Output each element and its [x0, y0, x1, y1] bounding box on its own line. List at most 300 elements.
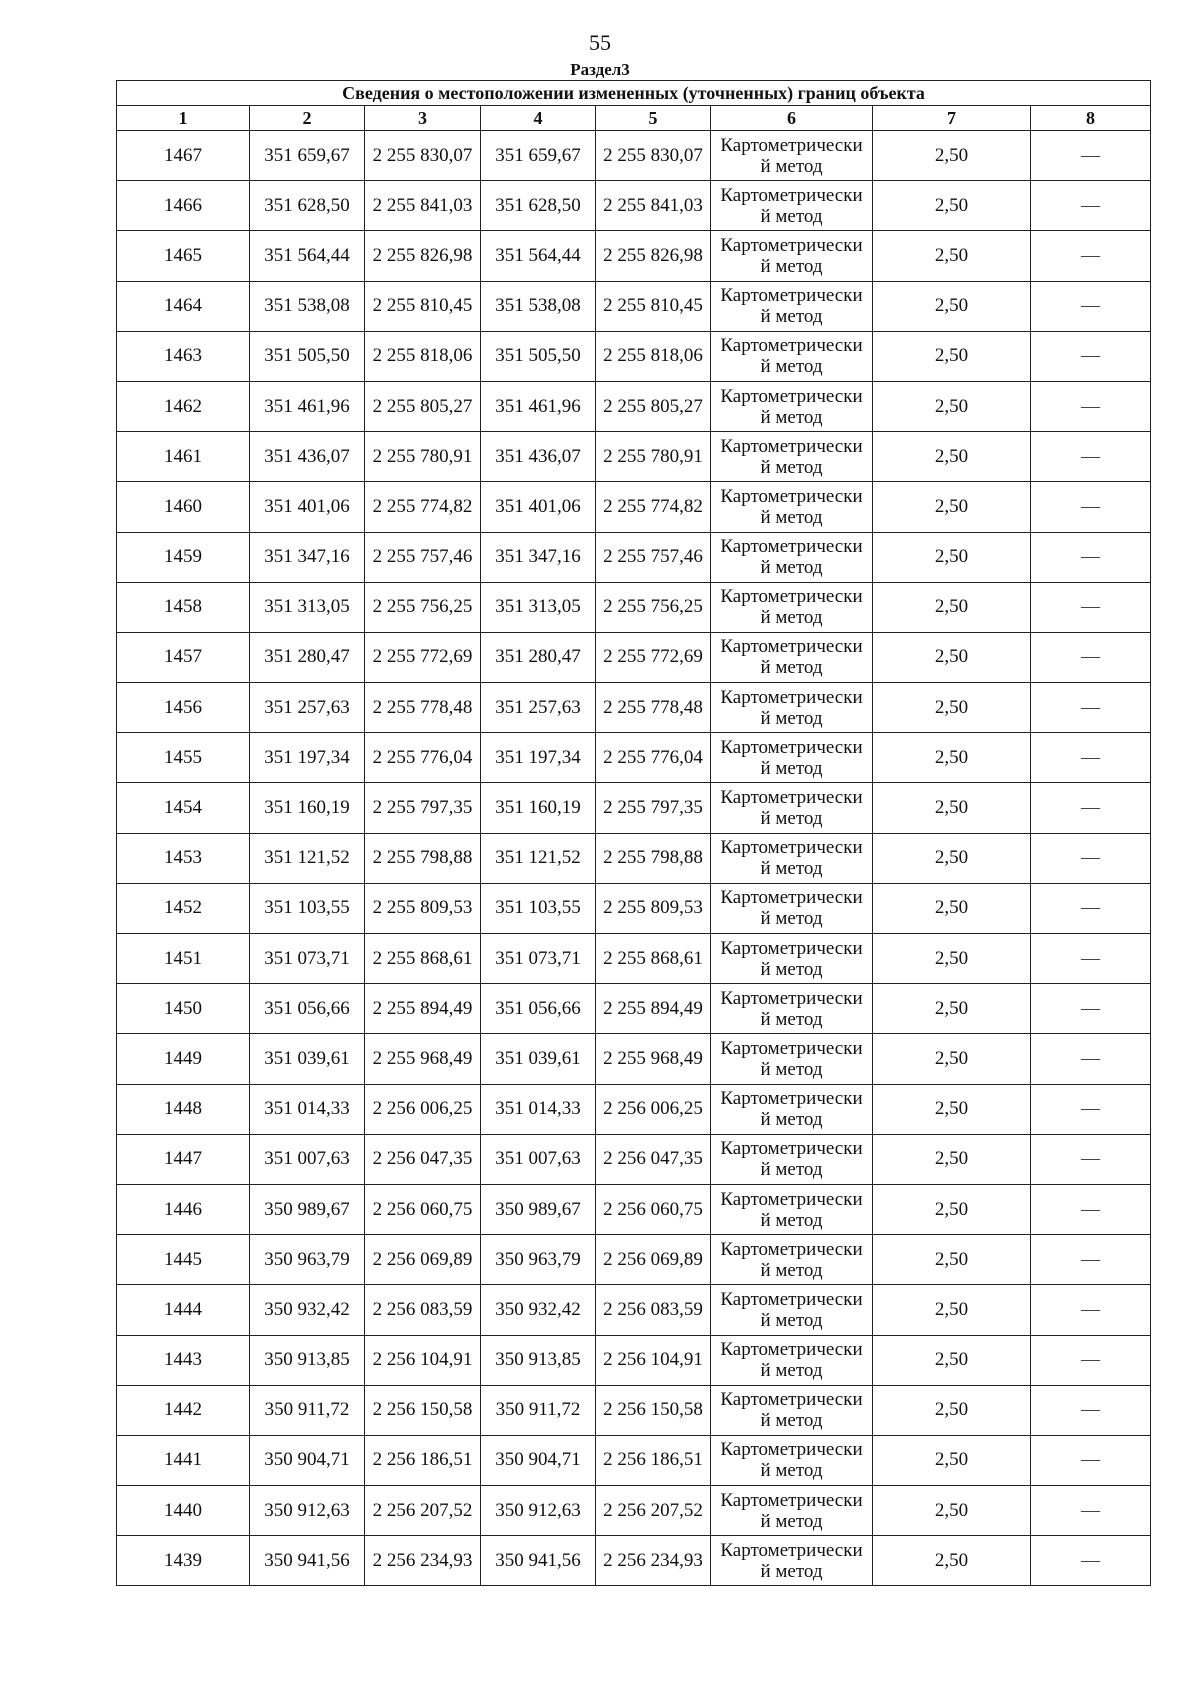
method-text-line2: й метод	[760, 707, 823, 729]
method-text-line2: й метод	[760, 1008, 823, 1030]
point-number-cell: 1464	[117, 281, 250, 331]
point-number-cell: 1447	[117, 1134, 250, 1184]
y-coordinate-existing-cell: 2 255 757,46	[365, 532, 481, 582]
page-number: 55	[589, 30, 611, 55]
y-coordinate-existing-cell: 2 255 818,06	[365, 331, 481, 381]
method-text-line2: й метод	[760, 1309, 823, 1331]
method-text-line1: Картометрически	[720, 1138, 863, 1160]
x-coordinate-new-cell: 351 160,19	[481, 783, 596, 833]
y-coordinate-new-cell: 2 255 830,07	[596, 131, 711, 181]
method-text-line2: й метод	[760, 1209, 823, 1231]
x-coordinate-existing-cell: 351 401,06	[250, 482, 365, 532]
y-coordinate-new-cell: 2 256 060,75	[596, 1184, 711, 1234]
table-row	[117, 1335, 1151, 1385]
method-text-line1: Картометрически	[720, 385, 863, 407]
point-number-cell: 1448	[117, 1084, 250, 1134]
method-cell	[711, 683, 873, 733]
method-text-line2: й метод	[760, 356, 823, 378]
x-coordinate-new-cell: 351 257,63	[481, 683, 596, 733]
coordinates-table	[116, 80, 1151, 1586]
method-text-line2: й метод	[760, 557, 823, 579]
y-coordinate-existing-cell: 2 256 047,35	[365, 1134, 481, 1184]
method-cell	[711, 984, 873, 1034]
method-text-line2: й метод	[760, 858, 823, 880]
method-cell	[711, 331, 873, 381]
column-header-4: 4	[481, 106, 596, 131]
table-row	[117, 482, 1151, 532]
point-number-cell: 1449	[117, 1034, 250, 1084]
x-coordinate-new-cell: 351 103,55	[481, 883, 596, 933]
table-row	[117, 1435, 1151, 1485]
note-cell: —	[1031, 482, 1151, 532]
table-row	[117, 632, 1151, 682]
accuracy-cell: 2,50	[873, 632, 1031, 682]
x-coordinate-new-cell: 351 280,47	[481, 632, 596, 682]
x-coordinate-new-cell: 351 538,08	[481, 281, 596, 331]
point-number-cell: 1459	[117, 532, 250, 582]
method-cell	[711, 833, 873, 883]
point-number-cell: 1466	[117, 181, 250, 231]
method-text-line1: Картометрически	[720, 686, 863, 708]
accuracy-cell: 2,50	[873, 733, 1031, 783]
note-cell: —	[1031, 934, 1151, 984]
x-coordinate-new-cell: 350 963,79	[481, 1235, 596, 1285]
x-coordinate-existing-cell: 351 073,71	[250, 934, 365, 984]
y-coordinate-existing-cell: 2 256 069,89	[365, 1235, 481, 1285]
x-coordinate-existing-cell: 351 538,08	[250, 281, 365, 331]
method-text-line1: Картометрически	[720, 937, 863, 959]
x-coordinate-new-cell: 351 313,05	[481, 582, 596, 632]
note-cell: —	[1031, 1335, 1151, 1385]
method-text-line2: й метод	[760, 205, 823, 227]
method-text-line2: й метод	[760, 958, 823, 980]
method-text-line1: Картометрически	[720, 184, 863, 206]
table-body	[117, 131, 1151, 1586]
column-header-1: 1	[117, 106, 250, 131]
method-text-line2: й метод	[760, 506, 823, 528]
point-number-cell: 1445	[117, 1235, 250, 1285]
accuracy-cell: 2,50	[873, 934, 1031, 984]
y-coordinate-new-cell: 2 255 756,25	[596, 582, 711, 632]
method-cell	[711, 1335, 873, 1385]
method-text-line2: й метод	[760, 456, 823, 478]
method-cell	[711, 181, 873, 231]
y-coordinate-existing-cell: 2 255 968,49	[365, 1034, 481, 1084]
point-number-cell: 1452	[117, 883, 250, 933]
method-cell	[711, 532, 873, 582]
y-coordinate-new-cell: 2 256 083,59	[596, 1285, 711, 1335]
point-number-cell: 1456	[117, 683, 250, 733]
table-row	[117, 181, 1151, 231]
method-text-line1: Картометрически	[720, 636, 863, 658]
y-coordinate-existing-cell: 2 256 186,51	[365, 1435, 481, 1485]
point-number-cell: 1455	[117, 733, 250, 783]
point-number-cell: 1465	[117, 231, 250, 281]
method-text-line1: Картометрически	[720, 285, 863, 307]
accuracy-cell: 2,50	[873, 833, 1031, 883]
table-row	[117, 733, 1151, 783]
x-coordinate-existing-cell: 351 039,61	[250, 1034, 365, 1084]
method-text-line2: й метод	[760, 908, 823, 930]
y-coordinate-existing-cell: 2 255 798,88	[365, 833, 481, 883]
y-coordinate-existing-cell: 2 255 756,25	[365, 582, 481, 632]
point-number-cell: 1461	[117, 432, 250, 482]
note-cell: —	[1031, 532, 1151, 582]
table-row	[117, 1385, 1151, 1435]
y-coordinate-existing-cell: 2 255 776,04	[365, 733, 481, 783]
x-coordinate-new-cell: 351 461,96	[481, 381, 596, 431]
accuracy-cell: 2,50	[873, 1536, 1031, 1586]
table-row	[117, 1034, 1151, 1084]
x-coordinate-new-cell: 350 913,85	[481, 1335, 596, 1385]
table-row	[117, 231, 1151, 281]
x-coordinate-new-cell: 351 121,52	[481, 833, 596, 883]
y-coordinate-existing-cell: 2 256 060,75	[365, 1184, 481, 1234]
x-coordinate-new-cell: 351 436,07	[481, 432, 596, 482]
y-coordinate-existing-cell: 2 256 104,91	[365, 1335, 481, 1385]
accuracy-cell: 2,50	[873, 432, 1031, 482]
accuracy-cell: 2,50	[873, 131, 1031, 181]
note-cell: —	[1031, 432, 1151, 482]
y-coordinate-existing-cell: 2 255 774,82	[365, 482, 481, 532]
method-cell	[711, 1435, 873, 1485]
method-text-line2: й метод	[760, 255, 823, 277]
y-coordinate-new-cell: 2 255 826,98	[596, 231, 711, 281]
method-text-line2: й метод	[760, 155, 823, 177]
note-cell: —	[1031, 984, 1151, 1034]
method-cell	[711, 883, 873, 933]
x-coordinate-existing-cell: 351 313,05	[250, 582, 365, 632]
x-coordinate-existing-cell: 351 280,47	[250, 632, 365, 682]
method-cell	[711, 482, 873, 532]
x-coordinate-new-cell: 351 197,34	[481, 733, 596, 783]
point-number-cell: 1462	[117, 381, 250, 431]
accuracy-cell: 2,50	[873, 1235, 1031, 1285]
point-number-cell: 1454	[117, 783, 250, 833]
method-text-line2: й метод	[760, 1410, 823, 1432]
method-cell	[711, 381, 873, 431]
note-cell: —	[1031, 1184, 1151, 1234]
x-coordinate-new-cell: 351 401,06	[481, 482, 596, 532]
accuracy-cell: 2,50	[873, 683, 1031, 733]
y-coordinate-new-cell: 2 255 894,49	[596, 984, 711, 1034]
y-coordinate-new-cell: 2 256 207,52	[596, 1486, 711, 1536]
method-text-line1: Картометрически	[720, 1339, 863, 1361]
column-header-3: 3	[365, 106, 481, 131]
note-cell: —	[1031, 281, 1151, 331]
y-coordinate-new-cell: 2 255 797,35	[596, 783, 711, 833]
method-text-line1: Картометрически	[720, 586, 863, 608]
method-cell	[711, 131, 873, 181]
accuracy-cell: 2,50	[873, 984, 1031, 1034]
method-cell	[711, 934, 873, 984]
note-cell: —	[1031, 733, 1151, 783]
point-number-cell: 1450	[117, 984, 250, 1034]
method-text-line2: й метод	[760, 1510, 823, 1532]
method-cell	[711, 231, 873, 281]
column-header-7: 7	[873, 106, 1031, 131]
y-coordinate-existing-cell: 2 255 778,48	[365, 683, 481, 733]
point-number-cell: 1439	[117, 1536, 250, 1586]
method-text-line1: Картометрически	[720, 1088, 863, 1110]
point-number-cell: 1453	[117, 833, 250, 883]
y-coordinate-existing-cell: 2 255 797,35	[365, 783, 481, 833]
note-cell: —	[1031, 683, 1151, 733]
y-coordinate-new-cell: 2 255 818,06	[596, 331, 711, 381]
y-coordinate-new-cell: 2 256 234,93	[596, 1536, 711, 1586]
method-text-line1: Картометрически	[720, 134, 863, 156]
note-cell: —	[1031, 783, 1151, 833]
method-text-line2: й метод	[760, 1058, 823, 1080]
method-text-line1: Картометрически	[720, 1489, 863, 1511]
point-number-cell: 1443	[117, 1335, 250, 1385]
accuracy-cell: 2,50	[873, 482, 1031, 532]
x-coordinate-existing-cell: 351 461,96	[250, 381, 365, 431]
table-row	[117, 281, 1151, 331]
x-coordinate-existing-cell: 351 347,16	[250, 532, 365, 582]
x-coordinate-new-cell: 350 989,67	[481, 1184, 596, 1234]
accuracy-cell: 2,50	[873, 1184, 1031, 1234]
x-coordinate-new-cell: 351 564,44	[481, 231, 596, 281]
y-coordinate-new-cell: 2 255 810,45	[596, 281, 711, 331]
method-text-line1: Картометрически	[720, 1439, 863, 1461]
point-number-cell: 1441	[117, 1435, 250, 1485]
note-cell: —	[1031, 1084, 1151, 1134]
column-header-8: 8	[1031, 106, 1151, 131]
table-row	[117, 783, 1151, 833]
table-row	[117, 1536, 1151, 1586]
y-coordinate-existing-cell: 2 256 006,25	[365, 1084, 481, 1134]
point-number-cell: 1460	[117, 482, 250, 532]
y-coordinate-existing-cell: 2 256 234,93	[365, 1536, 481, 1586]
x-coordinate-existing-cell: 351 014,33	[250, 1084, 365, 1134]
column-header-6: 6	[711, 106, 873, 131]
note-cell: —	[1031, 632, 1151, 682]
column-header-row	[117, 106, 1151, 131]
point-number-cell: 1451	[117, 934, 250, 984]
table-header	[117, 81, 1151, 131]
x-coordinate-existing-cell: 350 912,63	[250, 1486, 365, 1536]
accuracy-cell: 2,50	[873, 231, 1031, 281]
y-coordinate-new-cell: 2 255 805,27	[596, 381, 711, 431]
point-number-cell: 1446	[117, 1184, 250, 1234]
x-coordinate-new-cell: 351 347,16	[481, 532, 596, 582]
note-cell: —	[1031, 1235, 1151, 1285]
y-coordinate-new-cell: 2 255 774,82	[596, 482, 711, 532]
x-coordinate-existing-cell: 351 007,63	[250, 1134, 365, 1184]
column-header-2: 2	[250, 106, 365, 131]
method-text-line2: й метод	[760, 306, 823, 328]
table-row	[117, 432, 1151, 482]
method-cell	[711, 783, 873, 833]
method-text-line1: Картометрически	[720, 837, 863, 859]
method-cell	[711, 1184, 873, 1234]
table-row	[117, 582, 1151, 632]
method-cell	[711, 1285, 873, 1335]
y-coordinate-new-cell: 2 256 150,58	[596, 1385, 711, 1435]
y-coordinate-new-cell: 2 256 006,25	[596, 1084, 711, 1134]
table-title-row	[117, 81, 1151, 106]
note-cell: —	[1031, 231, 1151, 281]
method-text-line1: Картометрически	[720, 1389, 863, 1411]
table-row	[117, 131, 1151, 181]
method-text-line2: й метод	[760, 808, 823, 830]
y-coordinate-new-cell: 2 255 757,46	[596, 532, 711, 582]
point-number-cell: 1440	[117, 1486, 250, 1536]
method-cell	[711, 582, 873, 632]
method-text-line1: Картометрически	[720, 485, 863, 507]
method-text-line2: й метод	[760, 1560, 823, 1582]
method-text-line1: Картометрически	[720, 536, 863, 558]
method-text-line2: й метод	[760, 607, 823, 629]
method-text-line2: й метод	[760, 757, 823, 779]
x-coordinate-existing-cell: 350 989,67	[250, 1184, 365, 1234]
x-coordinate-existing-cell: 351 436,07	[250, 432, 365, 482]
accuracy-cell: 2,50	[873, 281, 1031, 331]
accuracy-cell: 2,50	[873, 1435, 1031, 1485]
x-coordinate-new-cell: 351 628,50	[481, 181, 596, 231]
x-coordinate-new-cell: 351 073,71	[481, 934, 596, 984]
y-coordinate-existing-cell: 2 255 841,03	[365, 181, 481, 231]
method-text-line2: й метод	[760, 1360, 823, 1382]
x-coordinate-existing-cell: 350 941,56	[250, 1536, 365, 1586]
table-row	[117, 532, 1151, 582]
y-coordinate-existing-cell: 2 255 810,45	[365, 281, 481, 331]
accuracy-cell: 2,50	[873, 1335, 1031, 1385]
y-coordinate-existing-cell: 2 255 826,98	[365, 231, 481, 281]
accuracy-cell: 2,50	[873, 783, 1031, 833]
note-cell: —	[1031, 1385, 1151, 1435]
note-cell: —	[1031, 833, 1151, 883]
y-coordinate-new-cell: 2 255 780,91	[596, 432, 711, 482]
method-cell	[711, 632, 873, 682]
x-coordinate-existing-cell: 351 505,50	[250, 331, 365, 381]
note-cell: —	[1031, 1486, 1151, 1536]
table-row	[117, 1184, 1151, 1234]
x-coordinate-new-cell: 350 932,42	[481, 1285, 596, 1335]
x-coordinate-new-cell: 350 911,72	[481, 1385, 596, 1435]
table-row	[117, 683, 1151, 733]
method-cell	[711, 432, 873, 482]
y-coordinate-new-cell: 2 255 968,49	[596, 1034, 711, 1084]
accuracy-cell: 2,50	[873, 532, 1031, 582]
x-coordinate-existing-cell: 350 911,72	[250, 1385, 365, 1435]
method-text-line1: Картометрически	[720, 1188, 863, 1210]
point-number-cell: 1463	[117, 331, 250, 381]
table-row	[117, 1486, 1151, 1536]
method-cell	[711, 1536, 873, 1586]
method-cell	[711, 1235, 873, 1285]
note-cell: —	[1031, 1536, 1151, 1586]
x-coordinate-existing-cell: 351 659,67	[250, 131, 365, 181]
y-coordinate-new-cell: 2 256 186,51	[596, 1435, 711, 1485]
y-coordinate-existing-cell: 2 255 809,53	[365, 883, 481, 933]
point-number-cell: 1458	[117, 582, 250, 632]
method-cell	[711, 1486, 873, 1536]
x-coordinate-existing-cell: 350 932,42	[250, 1285, 365, 1335]
x-coordinate-new-cell: 351 039,61	[481, 1034, 596, 1084]
y-coordinate-new-cell: 2 255 798,88	[596, 833, 711, 883]
y-coordinate-new-cell: 2 255 809,53	[596, 883, 711, 933]
table-row	[117, 883, 1151, 933]
y-coordinate-existing-cell: 2 255 805,27	[365, 381, 481, 431]
y-coordinate-existing-cell: 2 256 083,59	[365, 1285, 481, 1335]
method-text-line1: Картометрически	[720, 435, 863, 457]
method-cell	[711, 1385, 873, 1435]
point-number-cell: 1444	[117, 1285, 250, 1335]
y-coordinate-existing-cell: 2 256 150,58	[365, 1385, 481, 1435]
method-text-line1: Картометрически	[720, 787, 863, 809]
y-coordinate-new-cell: 2 256 069,89	[596, 1235, 711, 1285]
x-coordinate-new-cell: 351 007,63	[481, 1134, 596, 1184]
x-coordinate-new-cell: 350 941,56	[481, 1536, 596, 1586]
x-coordinate-new-cell: 350 904,71	[481, 1435, 596, 1485]
method-text-line1: Картометрически	[720, 736, 863, 758]
method-text-line1: Картометрически	[720, 1037, 863, 1059]
accuracy-cell: 2,50	[873, 1486, 1031, 1536]
accuracy-cell: 2,50	[873, 582, 1031, 632]
method-text-line1: Картометрически	[720, 335, 863, 357]
table-row	[117, 331, 1151, 381]
accuracy-cell: 2,50	[873, 331, 1031, 381]
y-coordinate-new-cell: 2 256 047,35	[596, 1134, 711, 1184]
x-coordinate-existing-cell: 350 963,79	[250, 1235, 365, 1285]
x-coordinate-new-cell: 351 056,66	[481, 984, 596, 1034]
method-text-line1: Картометрически	[720, 1238, 863, 1260]
table-title: Сведения о местоположении измененных (уточненных) границ объекта	[117, 81, 1151, 106]
accuracy-cell: 2,50	[873, 1084, 1031, 1134]
x-coordinate-existing-cell: 351 160,19	[250, 783, 365, 833]
x-coordinate-existing-cell: 351 197,34	[250, 733, 365, 783]
x-coordinate-new-cell: 351 505,50	[481, 331, 596, 381]
column-header-5: 5	[596, 106, 711, 131]
method-text-line1: Картометрически	[720, 1288, 863, 1310]
note-cell: —	[1031, 381, 1151, 431]
method-text-line2: й метод	[760, 1159, 823, 1181]
x-coordinate-existing-cell: 351 121,52	[250, 833, 365, 883]
table-row	[117, 1285, 1151, 1335]
y-coordinate-existing-cell: 2 255 830,07	[365, 131, 481, 181]
note-cell: —	[1031, 1034, 1151, 1084]
x-coordinate-existing-cell: 350 904,71	[250, 1435, 365, 1485]
table-row	[117, 1134, 1151, 1184]
method-cell	[711, 281, 873, 331]
y-coordinate-existing-cell: 2 255 772,69	[365, 632, 481, 682]
x-coordinate-existing-cell: 350 913,85	[250, 1335, 365, 1385]
x-coordinate-new-cell: 350 912,63	[481, 1486, 596, 1536]
note-cell: —	[1031, 1435, 1151, 1485]
method-text-line2: й метод	[760, 1259, 823, 1281]
table-row	[117, 833, 1151, 883]
point-number-cell: 1467	[117, 131, 250, 181]
y-coordinate-existing-cell: 2 255 868,61	[365, 934, 481, 984]
table-row	[117, 984, 1151, 1034]
note-cell: —	[1031, 1134, 1151, 1184]
method-cell	[711, 733, 873, 783]
y-coordinate-new-cell: 2 255 772,69	[596, 632, 711, 682]
x-coordinate-new-cell: 351 659,67	[481, 131, 596, 181]
note-cell: —	[1031, 331, 1151, 381]
y-coordinate-new-cell: 2 255 776,04	[596, 733, 711, 783]
y-coordinate-new-cell: 2 255 868,61	[596, 934, 711, 984]
point-number-cell: 1442	[117, 1385, 250, 1435]
note-cell: —	[1031, 131, 1151, 181]
accuracy-cell: 2,50	[873, 381, 1031, 431]
x-coordinate-existing-cell: 351 257,63	[250, 683, 365, 733]
method-text-line2: й метод	[760, 1109, 823, 1131]
accuracy-cell: 2,50	[873, 181, 1031, 231]
y-coordinate-new-cell: 2 255 778,48	[596, 683, 711, 733]
